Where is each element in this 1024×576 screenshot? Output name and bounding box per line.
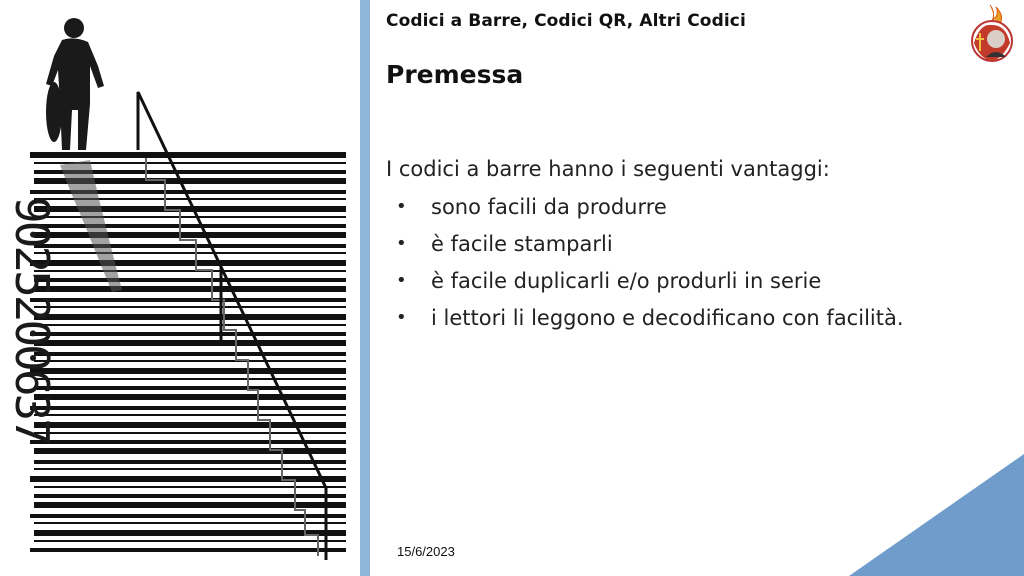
barcode-bar xyxy=(34,414,346,416)
barcode-bar xyxy=(34,306,346,308)
barcode-bar xyxy=(30,152,346,158)
barcode-bar xyxy=(30,406,346,410)
person-silhouette-icon xyxy=(46,18,104,150)
barcode-bar xyxy=(30,332,346,336)
list-item xyxy=(386,267,986,295)
barcode-bar xyxy=(34,394,346,400)
barcode-bar xyxy=(34,460,346,464)
barcode-bar xyxy=(34,252,346,254)
list-item-text: è facile duplicarli e/o produrli in serie xyxy=(431,269,822,293)
barcode-bar xyxy=(34,278,346,282)
bullet-list xyxy=(386,193,986,332)
barcode-bar xyxy=(34,540,346,542)
barcode-bar xyxy=(34,270,346,272)
bullet-icon: • xyxy=(396,270,407,291)
barcode-bar xyxy=(34,286,346,292)
barcode-staircase-illustration xyxy=(0,0,360,576)
barcode-bar xyxy=(34,530,346,536)
barcode-bar xyxy=(34,378,346,380)
list-item-text: è facile stamparli xyxy=(431,232,613,256)
slide-content xyxy=(386,155,986,341)
bullet-icon: • xyxy=(396,307,407,328)
barcode-bar xyxy=(34,340,346,346)
slide-title: Premessa xyxy=(386,60,524,89)
barcode-bar xyxy=(30,368,346,374)
school-crest-logo xyxy=(966,3,1018,65)
list-item-text: i lettori li leggono e decodificano con facilità. xyxy=(431,306,904,330)
bullet-icon: • xyxy=(396,196,407,217)
barcode-bar xyxy=(30,548,346,552)
barcode-bar xyxy=(30,298,346,302)
barcode-bar xyxy=(34,502,346,508)
barcode-bars xyxy=(30,152,346,552)
barcode-bar xyxy=(30,514,346,518)
barcode-bar xyxy=(34,386,346,390)
corner-decoration xyxy=(849,454,1024,576)
barcode-bar xyxy=(30,260,346,266)
barcode-bar xyxy=(34,324,346,326)
list-item xyxy=(386,304,986,332)
barcode-digits: 9025200637 xyxy=(5,196,59,443)
barcode-bar xyxy=(34,494,346,498)
barcode-bar xyxy=(30,224,346,228)
barcode-bar xyxy=(34,468,346,470)
footer-date: 15/6/2023 xyxy=(397,544,455,559)
intro-text: I codici a barre hanno i seguenti vantaggi: xyxy=(386,157,830,181)
list-item-text: sono facili da produrre xyxy=(431,195,667,219)
barcode-bar xyxy=(34,360,346,362)
barcode-bar xyxy=(34,486,346,488)
barcode-bar xyxy=(34,448,346,454)
barcode-bar xyxy=(34,216,346,218)
bullet-icon: • xyxy=(396,233,407,254)
barcode-bar xyxy=(34,314,346,320)
barcode-bar xyxy=(34,244,346,248)
barcode-bar xyxy=(34,352,346,356)
presentation-title: Codici a Barre, Codici QR, Altri Codici xyxy=(386,11,746,31)
barcode-bar xyxy=(34,232,346,238)
list-item xyxy=(386,230,986,258)
list-item xyxy=(386,193,986,221)
barcode-bar xyxy=(34,522,346,524)
barcode-bar xyxy=(30,476,346,482)
barcode-bar xyxy=(34,422,346,428)
accent-bar xyxy=(360,0,370,576)
barcode-bar xyxy=(30,440,346,444)
